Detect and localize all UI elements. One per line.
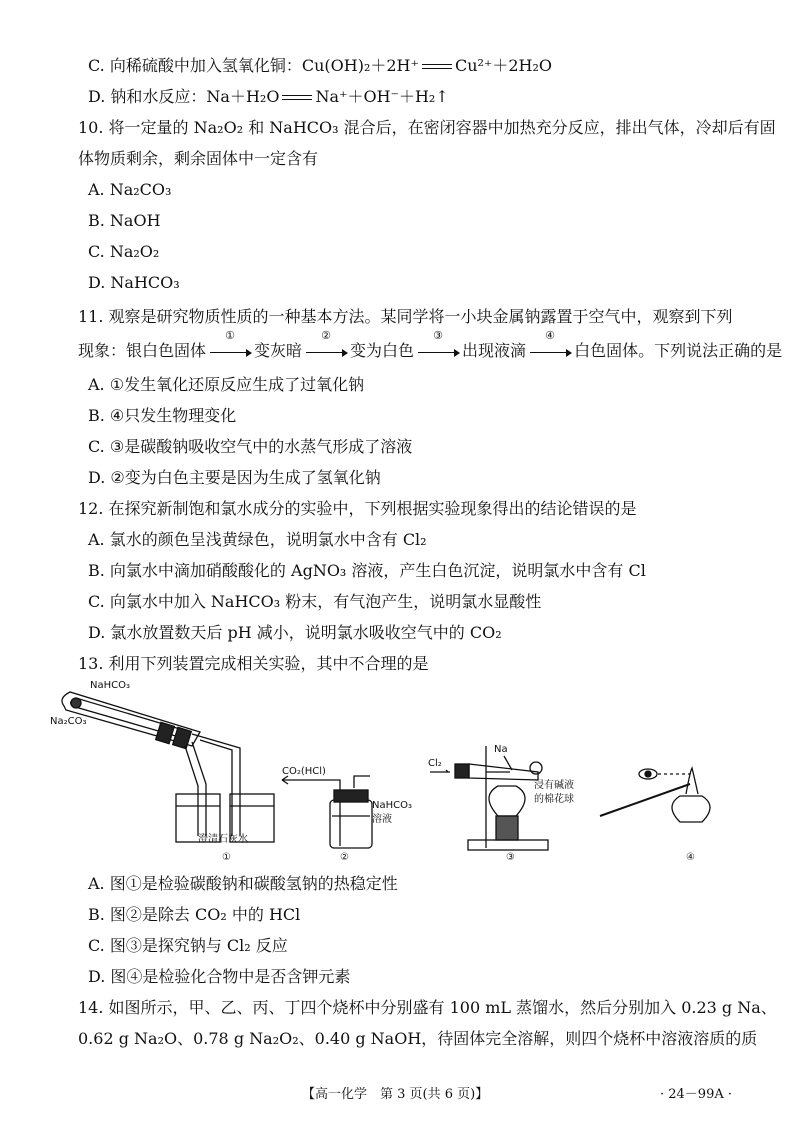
q9-option-d: D. 钠和水反应：Na＋H₂O Na⁺＋OH⁻＋H₂↑ (88, 87, 449, 106)
reaction-arrow-1: ① (208, 340, 252, 362)
label-na: Na (494, 744, 508, 755)
label-cotton-1: 浸有碱液 (534, 780, 574, 791)
q11-stem-line2: 现象：银白色固体 ① 变灰暗 ② 变为白色 ③ 出现液滴 ④ 白色固体。下列说法正确的是 (78, 329, 783, 360)
q13-option-d: D. 图④是检验化合物中是否含钾元素 (88, 967, 351, 986)
label-cotton-2: 的棉花球 (534, 794, 574, 805)
label-na2co3: Na₂CO₃ (50, 716, 87, 727)
apparatus-3 (430, 746, 548, 850)
q12-option-a: A. 氯水的颜色呈浅黄绿色，说明氯水中含有 Cl₂ (88, 530, 427, 549)
footer-page-info: 【高一化学 第 3 页(共 6 页)】 (302, 1087, 489, 1102)
q13-option-a: A. 图①是检验碳酸钠和碳酸氢钠的热稳定性 (88, 874, 398, 893)
label-apparatus-3: ③ (506, 852, 515, 863)
q13-option-c: C. 图③是探究钠与 Cl₂ 反应 (88, 936, 288, 955)
q11-stem-line1: 11. 观察是研究物质性质的一种基本方法。某同学将一小块金属钠露置于空气中，观察到下列 (78, 307, 733, 326)
q10-option-a: A. Na₂CO₃ (88, 180, 172, 199)
apparatus-4 (600, 768, 710, 822)
q12-option-d: D. 氯水放置数天后 pH 减小，说明氯水吸收空气中的 CO₂ (88, 623, 502, 642)
q13-stem: 13. 利用下列装置完成相关实验，其中不合理的是 (78, 654, 429, 673)
q9-option-c: C. 向稀硫酸中加入氢氧化铜：Cu(OH)₂＋2H⁺ Cu²⁺＋2H₂O (88, 56, 553, 75)
q12-option-b: B. 向氯水中滴加硝酸酸化的 AgNO₃ 溶液，产生白色沉淀，说明氯水中含有 Cl (88, 561, 646, 580)
label-apparatus-1: ① (222, 852, 231, 863)
label-cl2: Cl₂ (428, 758, 442, 769)
solid-sample (71, 698, 81, 708)
q12-stem: 12. 在探究新制饱和氯水成分的实验中，下列根据实验现象得出的结论错误的是 (78, 499, 637, 518)
reaction-arrow-3: ③ (416, 340, 460, 362)
equals-sign (422, 62, 452, 72)
q12-option-c: C. 向氯水中加入 NaHCO₃ 粉末，有气泡产生，说明氯水显酸性 (88, 592, 542, 611)
q10-stem-line1: 10. 将一定量的 Na₂O₂ 和 NaHCO₃ 混合后，在密闭容器中加热充分反应，排出气体，冷却后有固 (78, 118, 776, 137)
q13-apparatus-figure (50, 676, 740, 866)
q11-option-d: D. ②变为白色主要是因为生成了氢氧化钠 (88, 468, 381, 487)
footer-code: · 24－99A · (660, 1087, 733, 1102)
q10-option-c: C. Na₂O₂ (88, 242, 160, 261)
q10-stem-line2: 体物质剩余，剩余固体中一定含有 (78, 149, 319, 168)
apparatus-2 (282, 776, 372, 848)
q14-stem-line1: 14. 如图所示，甲、乙、丙、丁四个烧杯中分别盛有 100 mL 蒸馏水，然后分别加入 0.23 g Na、 (78, 998, 777, 1017)
label-solution: 溶液 (372, 814, 392, 825)
label-limewater: 澄清石灰水 (198, 834, 248, 845)
q14-stem-line2: 0.62 g Na₂O、0.78 g Na₂O₂、0.40 g NaOH，待固体完全溶解，则四个烧杯中溶液溶质的质 (78, 1029, 758, 1048)
reaction-arrow-2: ② (304, 340, 348, 362)
q11-option-c: C. ③是碳酸钠吸收空气中的水蒸气形成了溶液 (88, 437, 413, 456)
label-co2-hcl: CO₂(HCl) (282, 766, 326, 777)
q13-option-b: B. 图②是除去 CO₂ 中的 HCl (88, 905, 301, 924)
q10-option-b: B. NaOH (88, 211, 161, 230)
q11-option-a: A. ①发生氧化还原反应生成了过氧化钠 (88, 375, 365, 394)
label-apparatus-4: ④ (686, 852, 695, 863)
reaction-arrow-4: ④ (528, 340, 572, 362)
label-nahco3: NaHCO₃ (90, 680, 130, 691)
q11-option-b: B. ④只发生物理变化 (88, 406, 237, 425)
label-apparatus-2: ② (340, 852, 349, 863)
apparatus-1 (62, 692, 274, 842)
equals-sign (282, 93, 312, 103)
q10-option-d: D. NaHCO₃ (88, 273, 180, 292)
label-nahco3-solution: NaHCO₃ (372, 800, 412, 811)
